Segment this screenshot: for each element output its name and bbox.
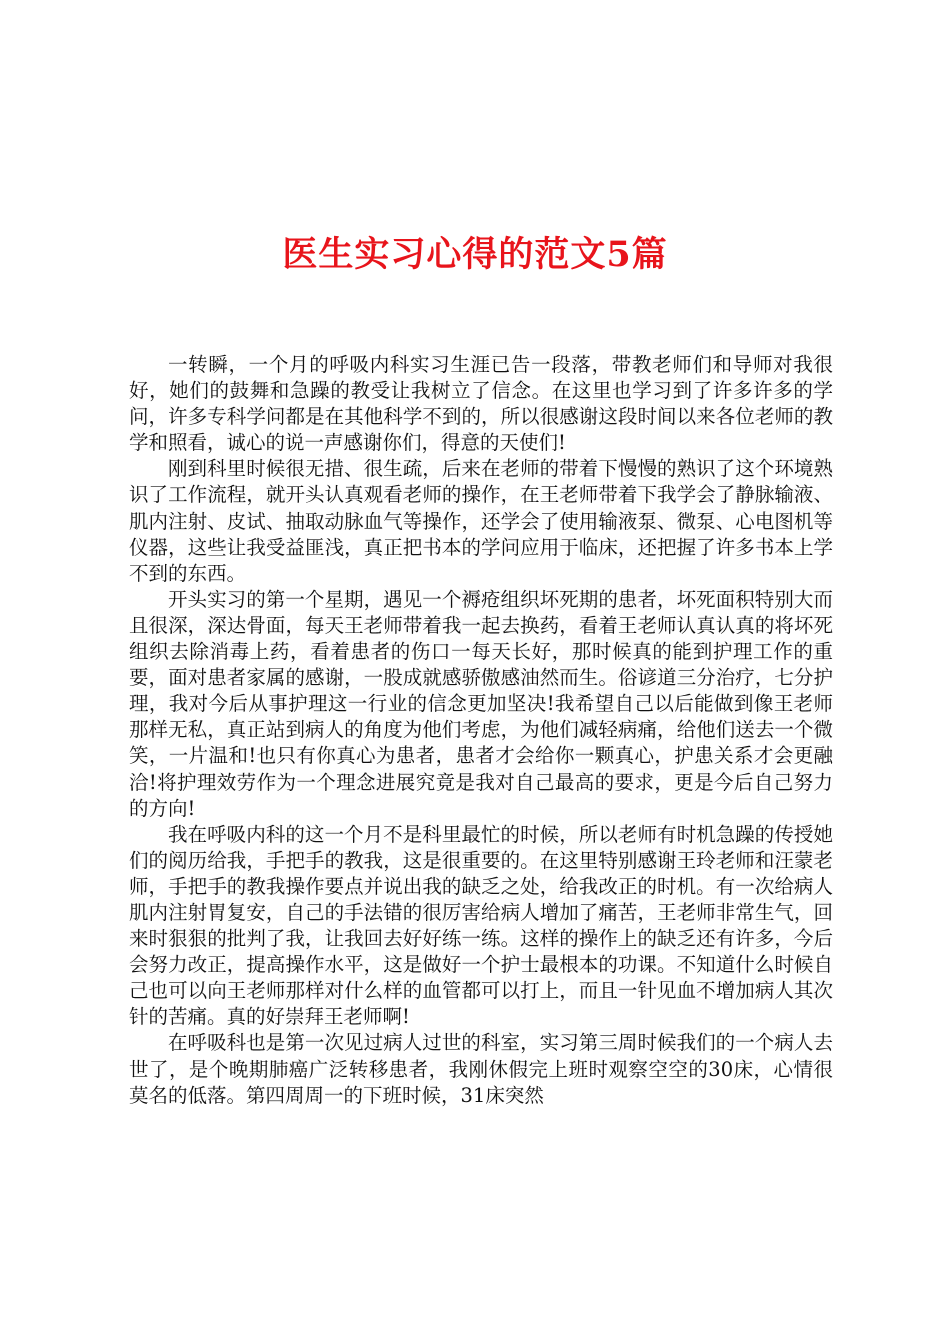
paragraph: 刚到科里时候很无措、很生疏，后来在老师的带着下慢慢的熟识了这个环境熟识了工作流程，就开头认真观看老师的操作，在王老师带着下我学会了静脉输液、肌内注射、皮试、抽取动脉血气等操作，还学会了使用输液泵、微泵、心电图机等仪器，这些让我受益匪浅，真正把书本的学问应用于临床，还把握了许多书本上学不到的东西。 — [129, 457, 833, 585]
paragraph: 开头实习的第一个星期，遇见一个褥疮组织坏死期的患者，坏死面积特别大而且很深，深达骨面，每天王老师带着我一起去换药，看着王老师认真认真的将坏死组织去除消毒上药，看着患者的伤口一每天长好，那时候真的能到护理工作的重要，面对患者家属的感谢，一股成就感骄傲感油然而生。俗谚道三分治疗，七分护理，我对今后从事护理这一行业的信念更加坚决!我希望自己以后能做到像王老师那样无私，真正站到病人的角度为他们考虑，为他们减轻病痛，给他们送去一个微笑，一片温和!也只有你真心为患者，患者才会给你一颗真心，护患关系才会更融洽!将护理效劳作为一个理念进展究竟是我对自己最高的要求，更是今后自己努力的方向! — [129, 587, 833, 820]
document-title: 医生实习心得的范文5篇 — [282, 234, 668, 276]
document-body — [129, 352, 833, 1109]
paragraph: 在呼吸科也是第一次见过病人过世的科室，实习第三周时候我们的一个病人去世了，是个晚期肺癌广泛转移患者，我刚休假完上班时观察空空的30床，心情很莫名的低落。第四周周一的下班时候，31床突然 — [129, 1031, 833, 1107]
paragraph: 我在呼吸内科的这一个月不是科里最忙的时候，所以老师有时机急躁的传授她们的阅历给我，手把手的教我，这是很重要的。在这里特别感谢王玲老师和汪蒙老师，手把手的教我操作要点并说出我的缺乏之处，给我改正的时机。有一次给病人肌内注射胃复安，自己的手法错的很厉害给病人增加了痛苦，王老师非常生气，回来时狠狠的批判了我，让我回去好好练一练。这样的操作上的缺乏还有许多，今后会努力改正，提高操作水平，这是做好一个护士最根本的功课。不知道什么时候自己也可以向王老师那样对什么样的血管都可以打上，而且一针见血不增加病人其次针的苦痛。真的好崇拜王老师啊! — [129, 822, 833, 1029]
paragraph: 一转瞬，一个月的呼吸内科实习生涯已告一段落，带教老师们和导师对我很好，她们的鼓舞和急躁的教受让我树立了信念。在这里也学习到了许多许多的学问，许多专科学问都是在其他科学不到的，所以很感谢这段时间以来各位老师的教学和照看，诚心的说一声感谢你们，得意的天使们! — [129, 353, 833, 455]
